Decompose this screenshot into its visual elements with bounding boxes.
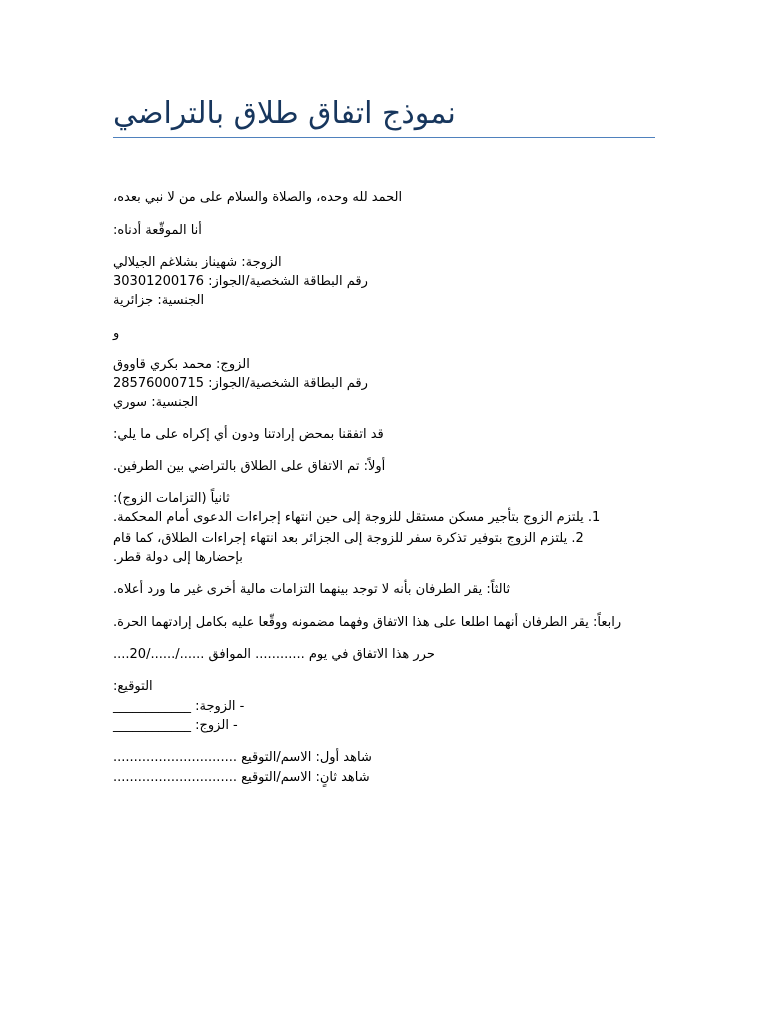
wife-name: الزوجة: شهيناز بشلاغم الجيلالي xyxy=(113,255,282,270)
husband-nationality: الجنسية: سوري xyxy=(113,395,198,410)
signatory-intro: أنا الموقّعة أدناه: xyxy=(113,223,202,238)
conjunction: و xyxy=(113,326,120,341)
clause-fourth: رابعاً: يقر الطرفان أنهما اطلعا على هذا الاتفاق وفهما مضمونه ووقّعا عليه بكامل إرادتهما الحرة. xyxy=(113,615,622,630)
document-page xyxy=(113,0,655,1024)
clause-third: ثالثاً: يقر الطرفان بأنه لا توجد بينهما التزامات مالية أخرى غير ما ورد أعلاه. xyxy=(113,582,511,597)
husband-name: الزوج: محمد بكري قاووق xyxy=(113,357,250,372)
date-line: حرر هذا الاتفاق في يوم ............ الموافق ....../....../20.... xyxy=(113,647,435,662)
wife-id: رقم البطاقة الشخصية/الجواز: 30301200176 xyxy=(113,274,368,289)
opening-greeting: الحمد لله وحده، والصلاة والسلام على من لا نبي بعده، xyxy=(113,190,403,205)
clause-second-item-2: 2. يلتزم الزوج بتوفير تذكرة سفر للزوجة إلى الجزائر بعد انتهاء إجراءات الطلاق، كما قام xyxy=(113,531,584,546)
clause-second-item-2-cont: بإحضارها إلى دولة قطر. xyxy=(113,550,243,565)
clause-second-item-1: 1. يلتزم الزوج بتأجير مسكن مستقل للزوجة إلى حين انتهاء إجراءات الدعوى أمام المحكمة. xyxy=(113,510,601,525)
agreement-intro: قد اتفقنا بمحض إرادتنا ودون أي إكراه على ما يلي: xyxy=(113,427,384,442)
wife-nationality: الجنسية: جزائرية xyxy=(113,293,205,308)
title-underline xyxy=(113,137,655,138)
witness-one-line: شاهد أول: الاسم/التوقيع .............................. xyxy=(113,750,372,765)
husband-signature-line: - الزوج: ____________ xyxy=(113,718,238,733)
document-title: نموذج اتفاق طلاق بالتراضي xyxy=(113,96,456,131)
clause-first: أولاً: تم الاتفاق على الطلاق بالتراضي بين الطرفين. xyxy=(113,459,386,474)
husband-id: رقم البطاقة الشخصية/الجواز: 28576000715 xyxy=(113,376,368,391)
clause-second-heading: ثانياً (التزامات الزوج): xyxy=(113,491,230,506)
signature-heading: التوقيع: xyxy=(113,679,153,694)
wife-signature-line: - الزوجة: ____________ xyxy=(113,699,245,714)
witness-two-line: شاهد ثانٍ: الاسم/التوقيع .............................. xyxy=(113,770,370,785)
